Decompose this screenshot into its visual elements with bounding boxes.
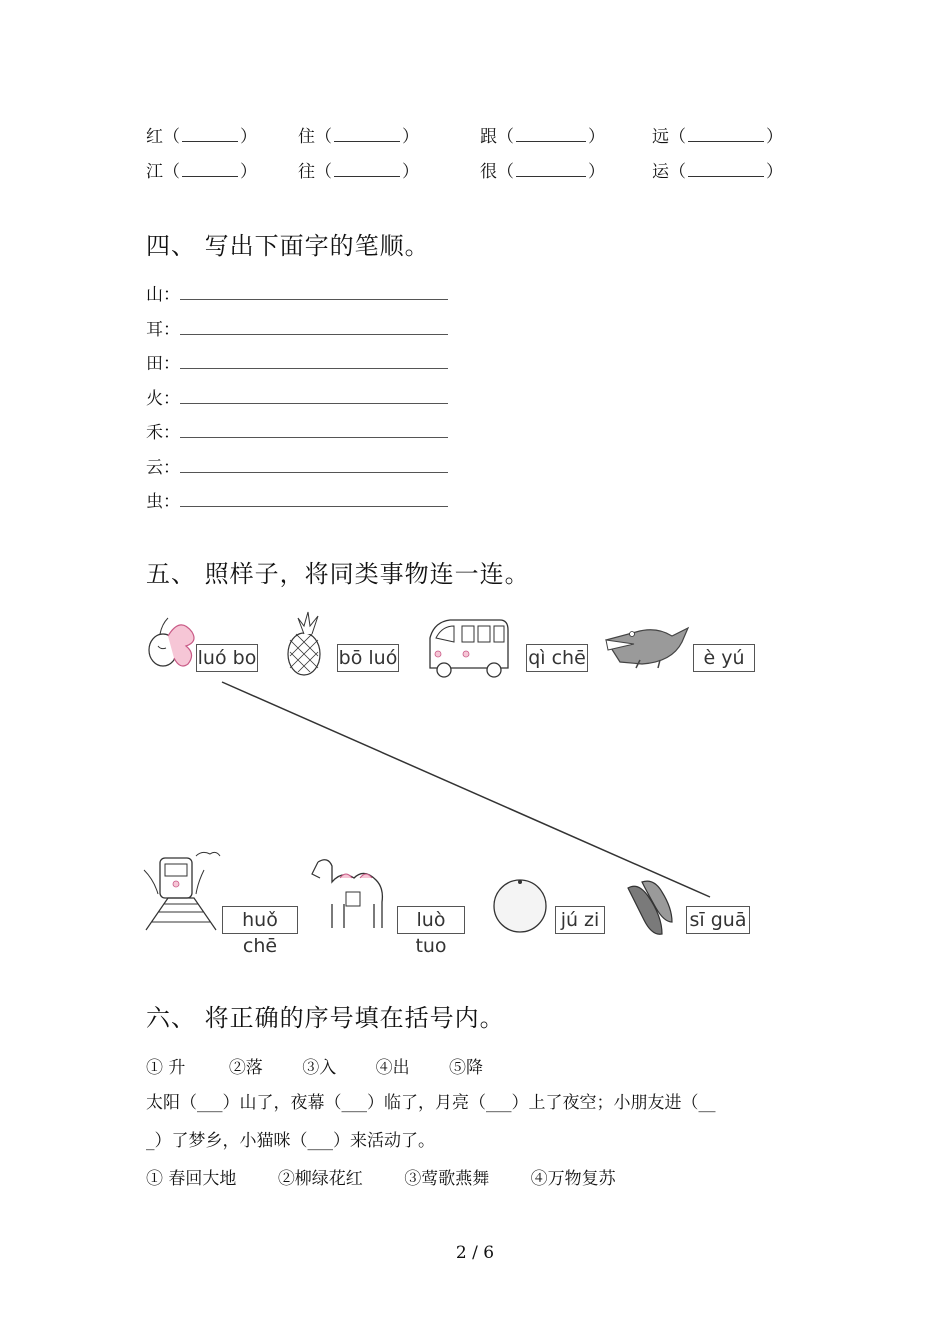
answer-blank[interactable]: ___ [341, 1093, 367, 1113]
option-item: ②柳绿花红 [277, 1169, 363, 1189]
pinyin-box-huoche: huǒ chē [222, 906, 298, 934]
sentence-text: ）临了，月亮（ [367, 1093, 486, 1113]
pinyin-box-luotuo: luò tuo [397, 906, 465, 934]
camel-icon [312, 860, 382, 928]
fill-sentence-line-1 [146, 1088, 716, 1113]
close-paren: ） [588, 162, 605, 182]
open-paren: （ [163, 162, 180, 182]
option-item: ③莺歌燕舞 [404, 1169, 490, 1189]
open-paren: （ [669, 162, 686, 182]
sentence-text: 太阳（ [146, 1093, 197, 1113]
section6-title: 六、 将正确的序号填在括号内。 [146, 1004, 505, 1032]
open-paren: （ [497, 162, 514, 182]
stroke-order-char: 禾： [146, 423, 180, 443]
section5-title: 五、 照样子，将同类事物连一连。 [146, 560, 530, 588]
word-char: 江 [146, 162, 163, 182]
train-icon [144, 852, 220, 930]
example-connecting-line [222, 682, 710, 897]
pinyin-box-luobo: luó bo [196, 644, 258, 672]
car-icon [430, 620, 508, 677]
word-char: 跟 [480, 127, 497, 147]
pinyin-box-boluo: bō luó [337, 644, 399, 672]
loofah-icon [628, 881, 672, 934]
crocodile-icon [606, 628, 688, 668]
open-paren: （ [315, 162, 332, 182]
stroke-order-char: 山： [146, 285, 180, 305]
answer-blank[interactable]: __ [698, 1093, 716, 1113]
pinyin-box-qiche: qì chē [526, 644, 588, 672]
word-char: 很 [480, 162, 497, 182]
open-paren: （ [669, 127, 686, 147]
answer-blank[interactable]: ___ [197, 1093, 223, 1113]
pinyin-box-sigua: sī guā [686, 906, 750, 934]
radish-icon [149, 618, 194, 666]
sentence-text: ）上了夜空；小朋友进（ [511, 1093, 699, 1113]
page-number: 2 / 6 [455, 1243, 495, 1263]
word-char: 远 [652, 127, 669, 147]
stroke-order-char: 云： [146, 457, 180, 478]
answer-blank[interactable]: _ [146, 1131, 155, 1151]
open-paren: （ [497, 127, 514, 147]
word-char: 红 [146, 127, 163, 147]
close-paren: ） [240, 127, 257, 147]
close-paren: ） [766, 127, 783, 147]
options-row-1 [146, 1053, 483, 1078]
close-paren: ） [766, 162, 783, 182]
stroke-order-char: 耳： [146, 319, 180, 340]
option-item: ②落 [228, 1058, 263, 1078]
stroke-order-char: 火： [146, 388, 180, 409]
fill-sentence-line-2 [146, 1126, 435, 1151]
open-paren: （ [163, 127, 180, 147]
orange-icon [494, 880, 546, 932]
option-item: ⑤降 [449, 1058, 484, 1078]
options-row-2 [146, 1164, 616, 1189]
answer-blank[interactable]: ___ [486, 1093, 512, 1113]
option-item: ④出 [375, 1058, 410, 1078]
close-paren: ） [402, 127, 419, 147]
word-char: 住 [298, 127, 315, 147]
sentence-text: ）山了，夜幕（ [222, 1093, 342, 1113]
option-item: ④万物复苏 [530, 1169, 616, 1189]
stroke-order-char: 虫： [146, 492, 180, 512]
pineapple-icon [288, 612, 320, 675]
close-paren: ） [240, 162, 257, 182]
answer-blank[interactable]: ___ [307, 1131, 333, 1151]
stroke-order-char: 田： [146, 354, 180, 374]
word-char: 运 [652, 162, 669, 182]
option-item: ① 春回大地 [146, 1169, 237, 1189]
option-item: ① 升 [146, 1058, 186, 1078]
word-char: 往 [298, 162, 315, 182]
option-item: ③入 [302, 1058, 337, 1078]
sentence-text: ）来活动了。 [333, 1131, 435, 1151]
close-paren: ） [588, 127, 605, 147]
close-paren: ） [402, 162, 419, 182]
sentence-text: ）了梦乡，小猫咪（ [154, 1131, 308, 1151]
pinyin-box-juzi: jú zi [555, 906, 605, 934]
section4-title: 四、 写出下面字的笔顺。 [146, 232, 430, 260]
pinyin-box-eyu: è yú [693, 644, 755, 672]
open-paren: （ [315, 127, 332, 147]
